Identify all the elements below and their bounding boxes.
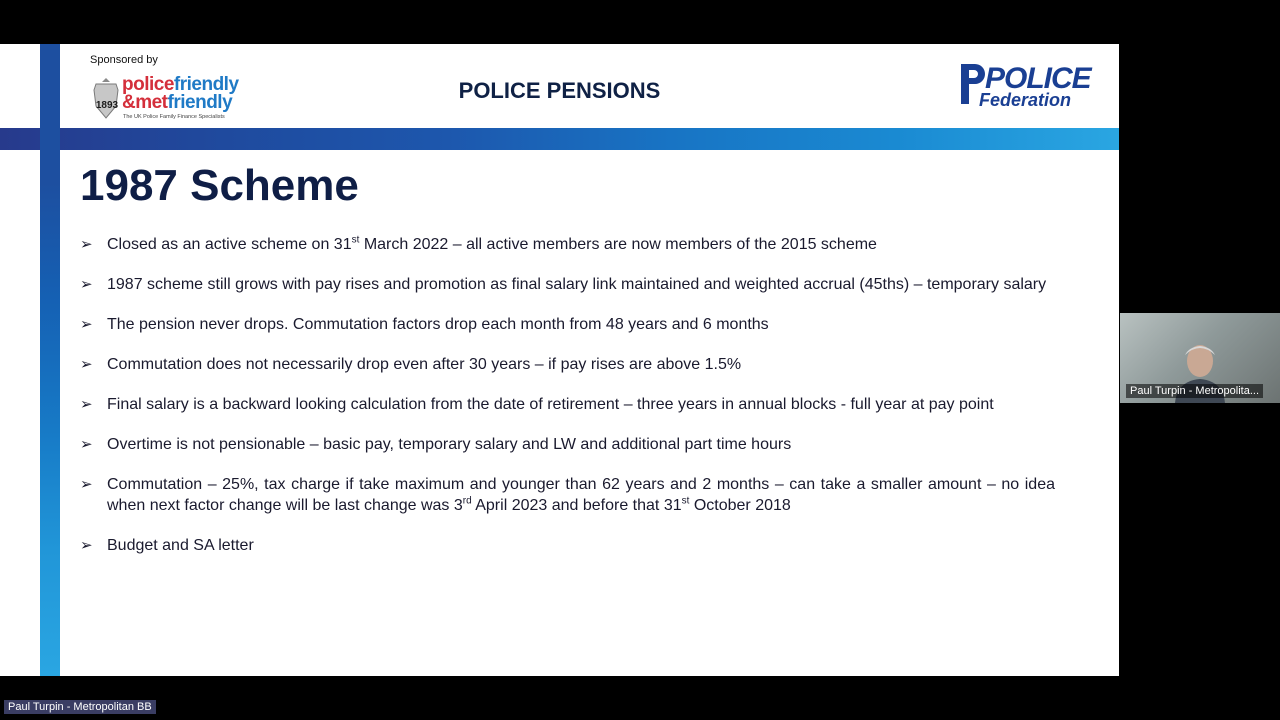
sponsor-name-line2: &metfriendly bbox=[122, 92, 233, 113]
bullet-item: ➢ Commutation – 25%, tax charge if take maximum and younger than 62 years and 2 months – can take a smaller amount – no idea when next factor change will be last change was 3rd April 2023 and before that 31st October 2018 bbox=[80, 476, 1055, 514]
federation-text: Federation bbox=[979, 90, 1072, 110]
arrow-bullet-icon: ➢ bbox=[80, 476, 93, 493]
header-stripe bbox=[0, 128, 1119, 150]
sponsor-label: Sponsored by bbox=[90, 54, 158, 66]
arrow-bullet-icon: ➢ bbox=[80, 276, 93, 293]
sponsor-name-line1: policefriendly bbox=[122, 74, 239, 95]
bullet-item: ➢ Overtime is not pensionable – basic pay, temporary salary and LW and additional part time hours bbox=[80, 436, 792, 453]
left-stripe bbox=[40, 44, 60, 676]
arrow-bullet-icon: ➢ bbox=[80, 396, 93, 413]
bullet-item: ➢ Final salary is a backward looking calculation from the date of retirement – three years in annual blocks - full year at pay point bbox=[80, 396, 994, 413]
participant-video-tile[interactable] bbox=[1120, 313, 1280, 403]
bullet-item: ➢ Commutation does not necessarily drop even after 30 years – if pay rises are above 1.5% bbox=[80, 356, 742, 373]
crest-year: 1893 bbox=[95, 100, 119, 111]
bullet-item: ➢ Budget and SA letter bbox=[80, 537, 254, 554]
arrow-bullet-icon: ➢ bbox=[80, 356, 93, 373]
arrow-bullet-icon: ➢ bbox=[80, 537, 93, 554]
bullet-item: ➢ The pension never drops. Commutation factors drop each month from 48 years and 6 months bbox=[80, 316, 769, 333]
participant-name-label: Paul Turpin - Metropolita... bbox=[1126, 384, 1263, 398]
bullet-list bbox=[80, 234, 1055, 575]
arrow-bullet-icon: ➢ bbox=[80, 236, 93, 253]
arrow-bullet-icon: ➢ bbox=[80, 316, 93, 333]
arrow-bullet-icon: ➢ bbox=[80, 436, 93, 453]
header-title: POLICE PENSIONS bbox=[458, 78, 661, 103]
bullet-item: ➢ Closed as an active scheme on 31st March 2022 – all active members are now members of the 2015 scheme bbox=[80, 234, 877, 253]
presenter-name-label: Paul Turpin - Metropolitan BB bbox=[4, 700, 156, 714]
presentation-slide bbox=[0, 44, 1119, 676]
sponsor-tagline: The UK Police Family Finance Specialists bbox=[123, 114, 225, 120]
slide-title: 1987 Scheme bbox=[80, 161, 359, 210]
bullet-item: ➢ 1987 scheme still grows with pay rises and promotion as final salary link maintained and weighted accrual (45ths) – temporary salary bbox=[80, 276, 1047, 293]
federation-police-text: POLICE bbox=[985, 62, 1091, 95]
police-federation-logo bbox=[955, 60, 1095, 112]
